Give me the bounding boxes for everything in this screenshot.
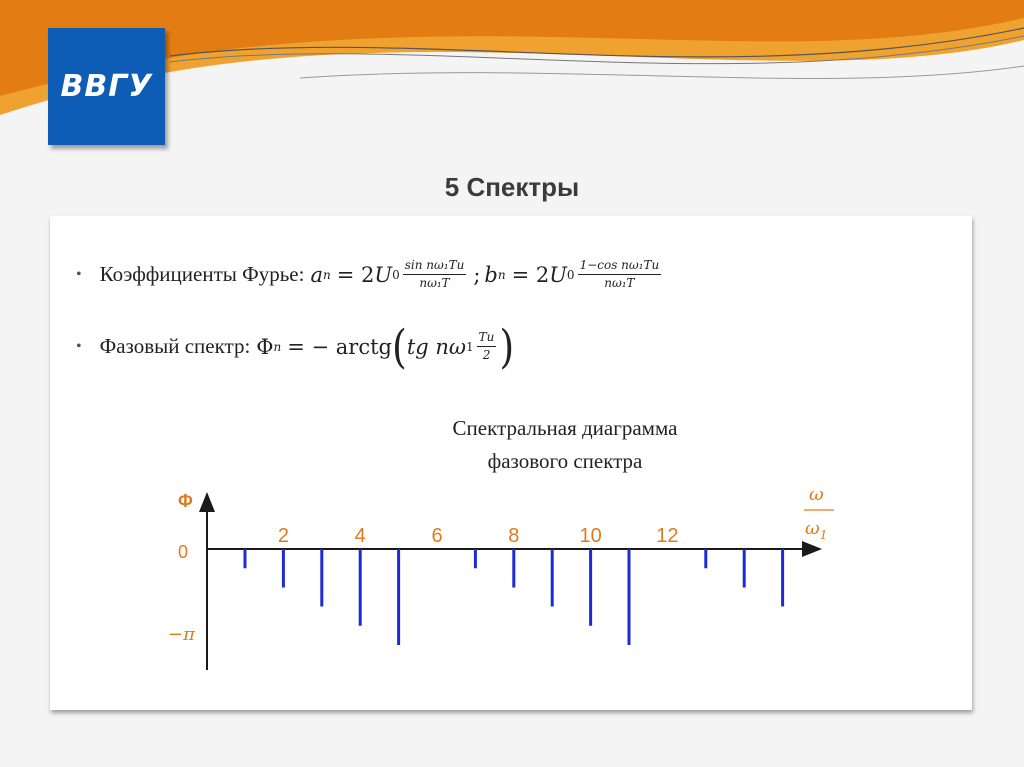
eq2: = 2 [511, 262, 550, 287]
phase-label: Фазовый спектр: [99, 334, 251, 358]
phase-inner-sub: 1 [466, 339, 474, 354]
bn-numerator: 1−cos nω₁Tи [578, 258, 662, 275]
fourier-label: Коэффициенты Фурье: [99, 262, 305, 286]
phase-eq: = − arctg [287, 334, 392, 359]
u-symbol: U [374, 262, 393, 287]
phase-inner: tg nω [406, 334, 467, 359]
slide-title: 5 Спектры [444, 172, 580, 202]
logo-text: ВВГУ [60, 69, 153, 104]
x-tick-label-8: 8 [508, 525, 520, 547]
bullet-dot: • [76, 265, 82, 283]
an-symbol: a [310, 262, 323, 287]
x-tick-label-6: 6 [431, 525, 443, 547]
phase-denominator: 2 [482, 348, 491, 362]
right-paren: ) [499, 320, 515, 373]
an-numerator: sin nω₁Tи [403, 258, 467, 275]
diagram-title-line2: фазового спектра [487, 449, 643, 473]
x-tick-label-10: 10 [579, 525, 602, 547]
bn-denominator: nω₁T [604, 276, 635, 290]
u-sub: 0 [392, 267, 400, 282]
x-tick-label-12: 12 [656, 525, 679, 547]
bn-sub: n [497, 267, 506, 282]
bullet-dot: • [76, 337, 82, 355]
u-sub-2: 0 [566, 267, 575, 282]
bn-symbol: b [484, 262, 498, 287]
left-paren: ( [391, 320, 407, 373]
x-tick-label-2: 2 [277, 525, 289, 547]
y-axis-label: Φ [178, 491, 193, 511]
separator: ; [473, 262, 481, 287]
x-axis-label-den-main: ω [805, 518, 820, 539]
phi-sub: n [273, 339, 282, 354]
an-denominator: nω₁T [419, 276, 450, 290]
x-axis-label-den-sub: 1 [819, 528, 828, 542]
y-tick-zero: 0 [178, 542, 189, 562]
eq1: = 2 [336, 262, 375, 287]
x-axis-label-num: ω [809, 484, 824, 505]
x-axis-label-den [805, 518, 827, 542]
phi-symbol: Φ [256, 334, 274, 359]
phase-numerator: Tи [477, 330, 497, 347]
x-tick-label-4: 4 [354, 525, 366, 547]
diagram-title-line1: Спектральная диаграмма [452, 416, 678, 440]
an-sub: n [322, 267, 331, 282]
y-tick-min: −π [168, 624, 195, 645]
u-symbol-2: U [549, 262, 567, 287]
